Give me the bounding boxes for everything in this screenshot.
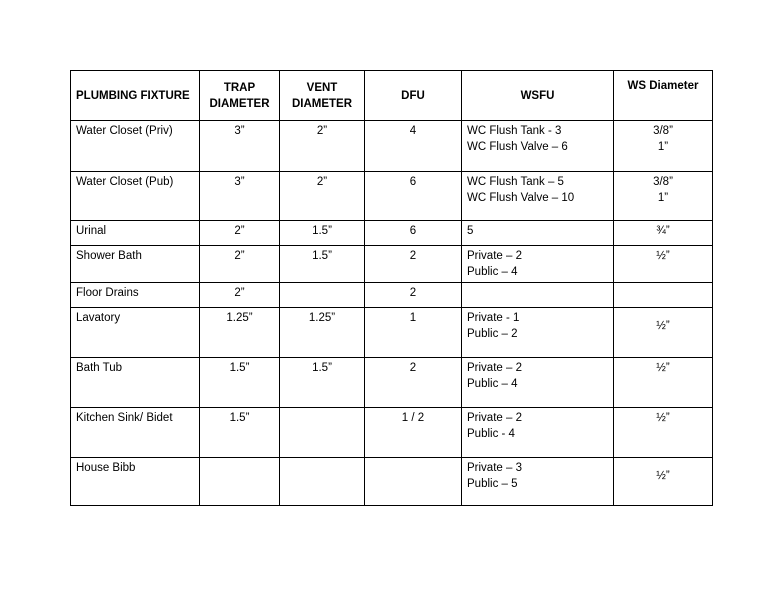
cell-vent-diameter	[280, 458, 365, 506]
wsfu-line: Private – 3	[467, 462, 522, 474]
cell-trap-diameter: 1.5”	[200, 408, 280, 458]
ws-diameter-line: ½”	[656, 470, 670, 482]
ws-diameter-line: ½”	[656, 412, 670, 424]
ws-diameter-line: ½”	[656, 362, 670, 374]
cell-ws-diameter	[614, 283, 713, 308]
wsfu-line: WC Flush Tank – 5	[467, 176, 564, 188]
cell-trap-diameter: 2”	[200, 221, 280, 246]
cell-ws-diameter	[614, 358, 713, 408]
plumbing-fixture-table	[70, 70, 713, 506]
ws-diameter-line: 3/8”	[653, 125, 673, 137]
cell-fixture: Shower Bath	[71, 246, 200, 283]
cell-wsfu	[462, 121, 614, 172]
cell-ws-diameter	[614, 221, 713, 246]
cell-wsfu	[462, 358, 614, 408]
cell-vent-diameter: 2”	[280, 121, 365, 172]
wsfu-line: Private – 2	[467, 250, 522, 262]
ws-diameter-line: ½”	[656, 320, 670, 332]
cell-ws-diameter	[614, 246, 713, 283]
header-ws-diameter: WS Diameter	[614, 71, 713, 121]
cell-wsfu	[462, 172, 614, 221]
cell-fixture: House Bibb	[71, 458, 200, 506]
cell-vent-diameter: 2”	[280, 172, 365, 221]
ws-diameter-line: ½”	[656, 250, 670, 262]
ws-diameter-line: 3/8”	[653, 176, 673, 188]
cell-ws-diameter	[614, 121, 713, 172]
header-row	[71, 71, 713, 121]
wsfu-line: Public – 4	[467, 266, 518, 278]
cell-dfu: 2	[365, 358, 462, 408]
table-row	[71, 308, 713, 358]
table-row	[71, 358, 713, 408]
cell-dfu: 1 / 2	[365, 408, 462, 458]
cell-vent-diameter: 1.5”	[280, 221, 365, 246]
cell-dfu: 2	[365, 246, 462, 283]
cell-wsfu	[462, 308, 614, 358]
cell-dfu: 4	[365, 121, 462, 172]
cell-dfu: 6	[365, 221, 462, 246]
cell-fixture: Bath Tub	[71, 358, 200, 408]
header-wsfu: WSFU	[462, 71, 614, 121]
cell-fixture: Water Closet (Pub)	[71, 172, 200, 221]
ws-diameter-line: 1”	[657, 192, 669, 204]
wsfu-line: Private – 2	[467, 362, 522, 374]
header-trap-diameter: TRAP DIAMETER	[200, 71, 280, 121]
wsfu-line: 5	[467, 225, 474, 237]
header-vent-diameter: VENT DIAMETER	[280, 71, 365, 121]
table-row	[71, 458, 713, 506]
cell-ws-diameter	[614, 408, 713, 458]
wsfu-line: WC Flush Valve – 6	[467, 141, 568, 153]
cell-fixture: Kitchen Sink/ Bidet	[71, 408, 200, 458]
cell-fixture: Lavatory	[71, 308, 200, 358]
cell-wsfu	[462, 246, 614, 283]
table-row	[71, 172, 713, 221]
wsfu-line: Private – 2	[467, 412, 522, 424]
cell-dfu: 2	[365, 283, 462, 308]
cell-ws-diameter	[614, 458, 713, 506]
table-row	[71, 283, 713, 308]
cell-vent-diameter: 1.5”	[280, 358, 365, 408]
cell-dfu: 6	[365, 172, 462, 221]
wsfu-line: WC Flush Valve – 10	[467, 192, 575, 204]
cell-ws-diameter	[614, 172, 713, 221]
cell-trap-diameter	[200, 458, 280, 506]
ws-diameter-line: 1”	[657, 141, 669, 153]
cell-trap-diameter: 1.5”	[200, 358, 280, 408]
cell-fixture: Urinal	[71, 221, 200, 246]
cell-fixture: Floor Drains	[71, 283, 200, 308]
cell-trap-diameter: 2”	[200, 283, 280, 308]
table-row	[71, 408, 713, 458]
table-body	[71, 121, 713, 506]
cell-ws-diameter	[614, 308, 713, 358]
cell-trap-diameter: 1.25”	[200, 308, 280, 358]
header-dfu: DFU	[365, 71, 462, 121]
cell-trap-diameter: 3”	[200, 172, 280, 221]
wsfu-line: Public – 5	[467, 478, 518, 490]
cell-wsfu	[462, 283, 614, 308]
cell-dfu	[365, 458, 462, 506]
cell-wsfu	[462, 458, 614, 506]
table-row	[71, 221, 713, 246]
cell-wsfu	[462, 221, 614, 246]
wsfu-line: Public - 4	[467, 428, 515, 440]
cell-vent-diameter	[280, 408, 365, 458]
cell-fixture: Water Closet (Priv)	[71, 121, 200, 172]
table-row	[71, 121, 713, 172]
wsfu-line: Private - 1	[467, 312, 520, 324]
header-plumbing-fixture: PLUMBING FIXTURE	[71, 71, 200, 121]
wsfu-line: Public – 2	[467, 328, 518, 340]
ws-diameter-line: ¾”	[656, 225, 670, 237]
cell-vent-diameter: 1.25”	[280, 308, 365, 358]
cell-trap-diameter: 2”	[200, 246, 280, 283]
cell-vent-diameter: 1.5”	[280, 246, 365, 283]
cell-wsfu	[462, 408, 614, 458]
cell-dfu: 1	[365, 308, 462, 358]
wsfu-line: WC Flush Tank - 3	[467, 125, 562, 137]
table-row	[71, 246, 713, 283]
wsfu-line: Public – 4	[467, 378, 518, 390]
cell-vent-diameter	[280, 283, 365, 308]
cell-trap-diameter: 3”	[200, 121, 280, 172]
